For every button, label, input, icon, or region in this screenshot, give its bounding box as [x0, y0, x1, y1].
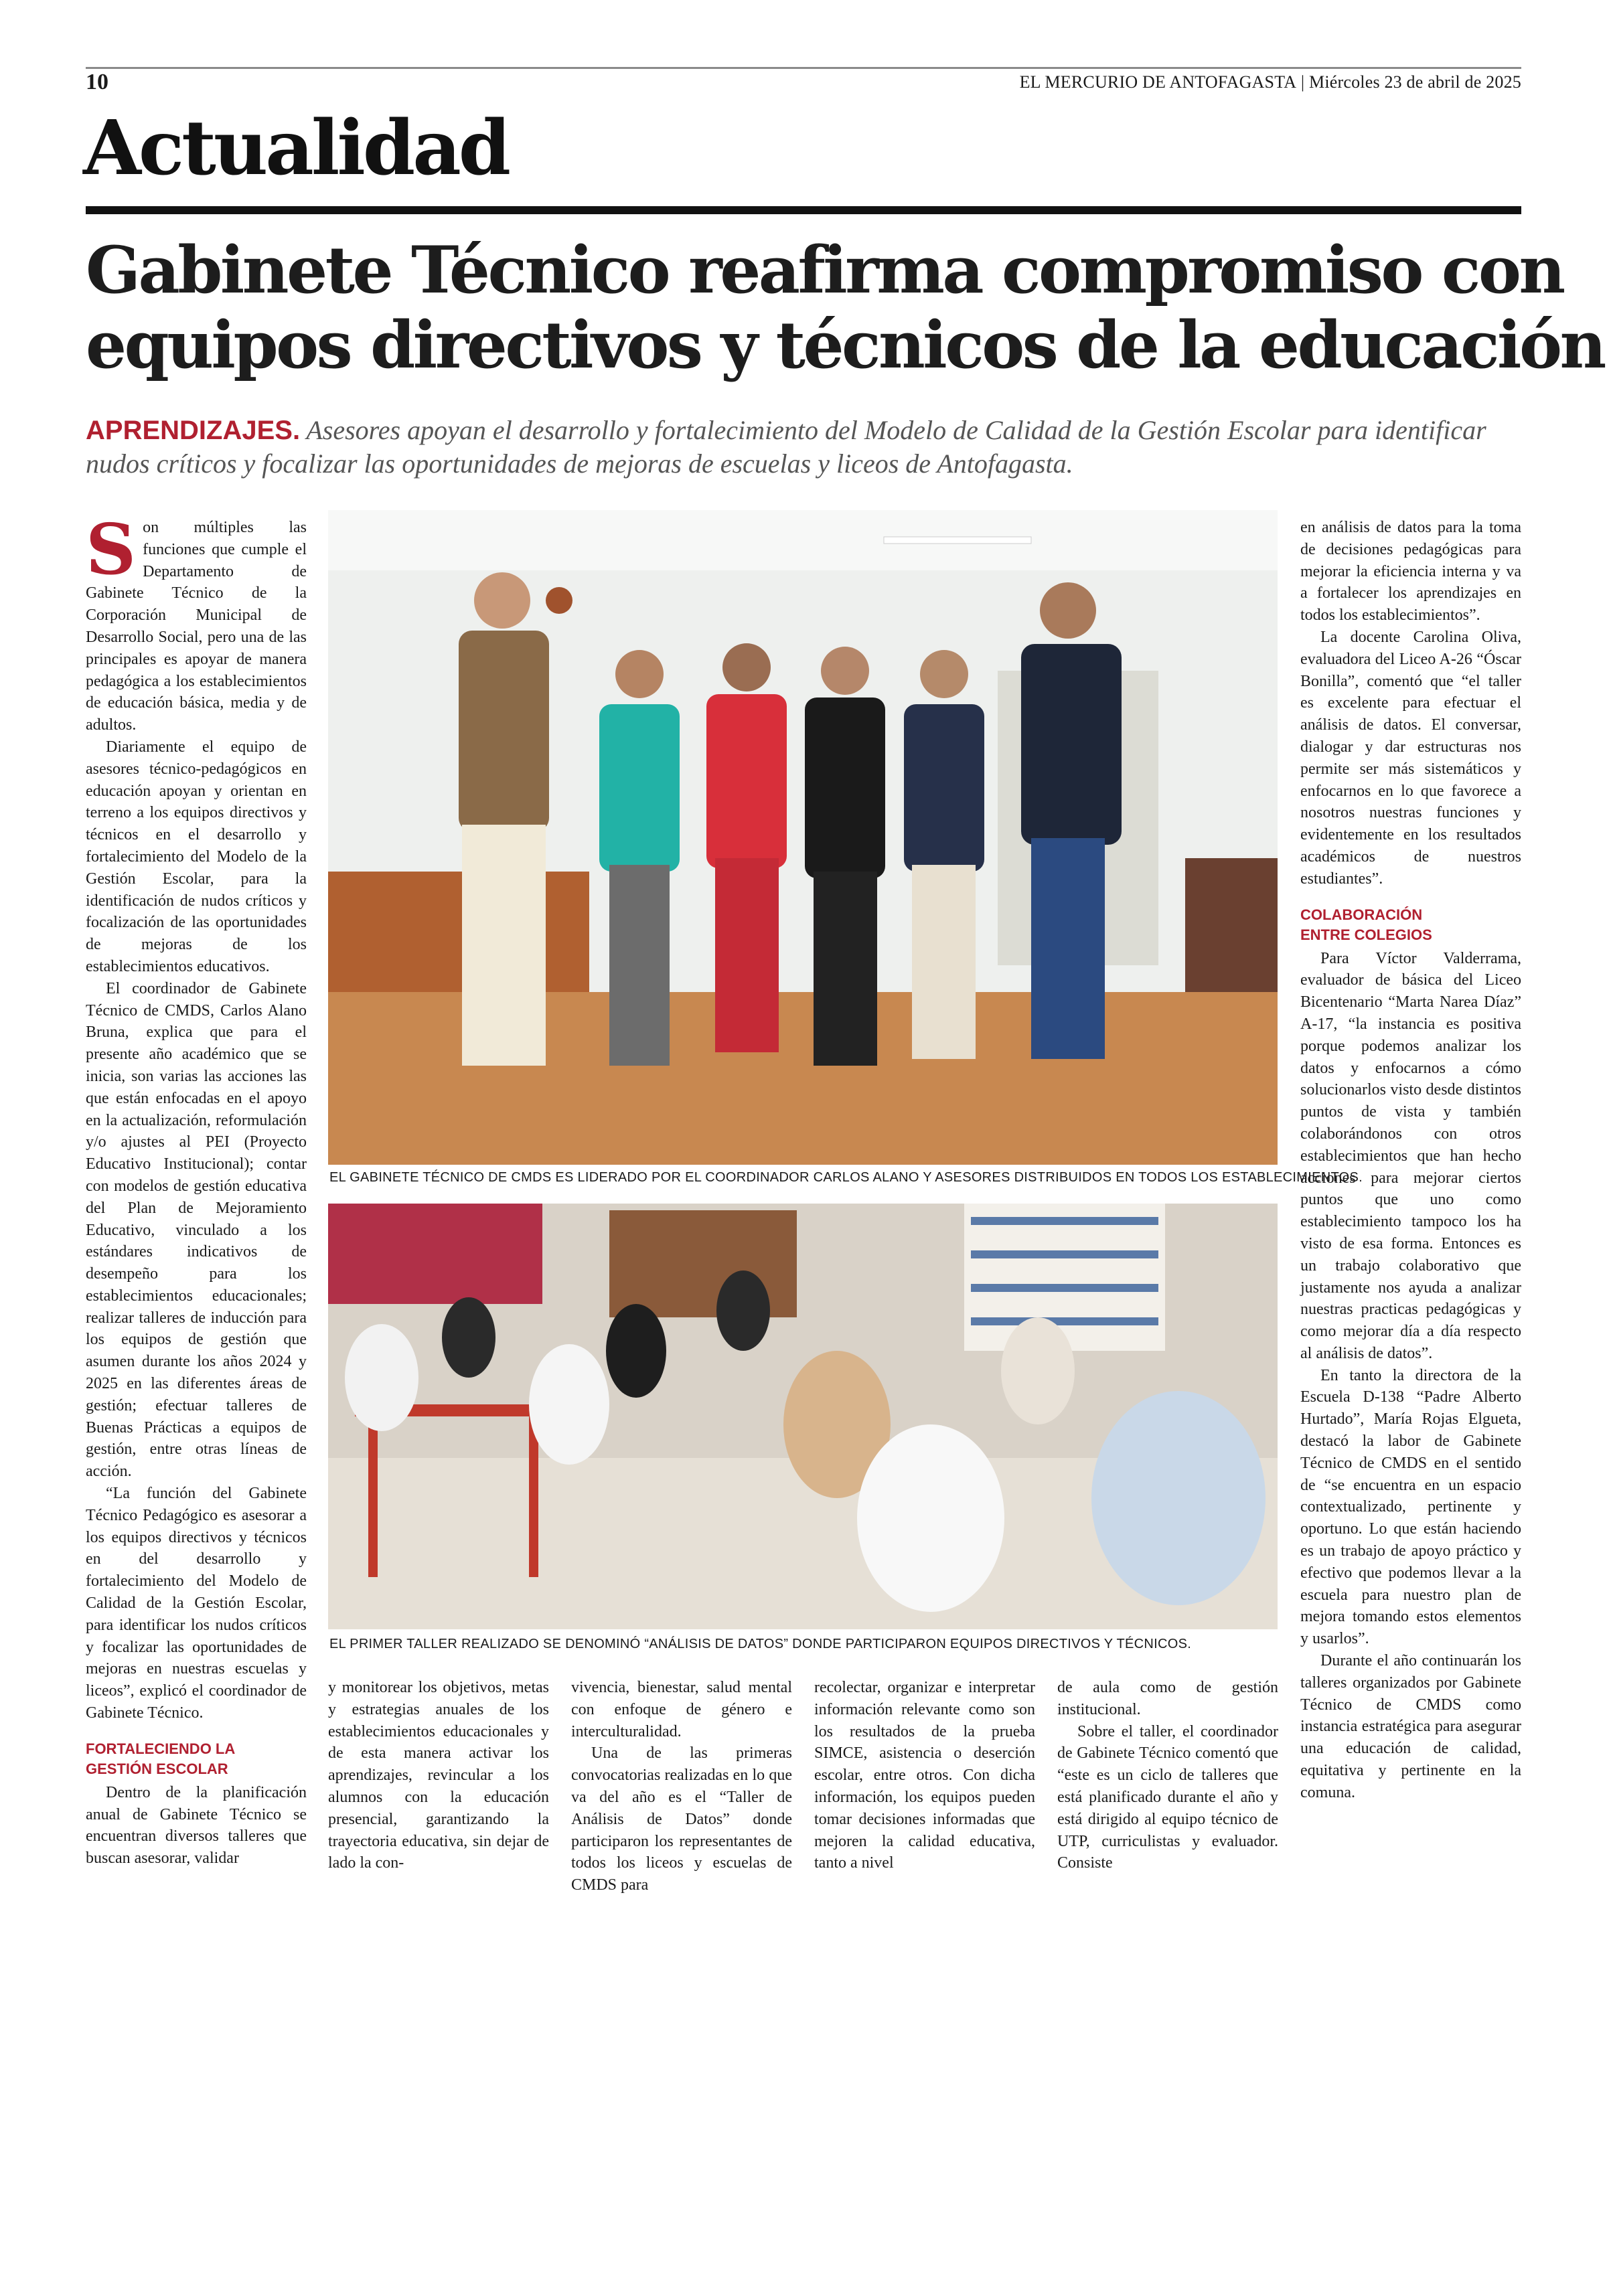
team-photo-illustration — [328, 510, 1278, 1165]
body-paragraph: La docente Carolina Oliva, evaluadora del Liceo A-26 “Óscar Bonilla”, comentó que “el taller es excelente para efectuar el análisis de datos. El conversar, dialogar y dar estructuras nos permite ser más sistemáticos y enfocarnos en lo que favorece a nosotros nuestras funciones y evidentemente en los resultados académicos de nuestros estudiantes”. — [1300, 628, 1521, 888]
lead-paragraph — [86, 508, 307, 736]
subheading-line: FORTALECIENDO LA — [86, 1740, 236, 1757]
column-1 — [86, 508, 307, 1870]
headline-line-1: Gabinete Técnico reafirma compromiso con — [86, 232, 1563, 308]
subheading-line: COLABORACIÓN — [1300, 906, 1423, 923]
column-4 — [814, 1677, 1035, 1874]
photo-workshop — [328, 1204, 1278, 1629]
headline-line-2: equipos directivos y técnicos de la educación — [86, 307, 1604, 383]
deck-line-2: nudos críticos y focalizar las oportunidades de mejoras de escuelas y liceos de Antofagasta. — [86, 448, 1073, 479]
deck-line-1 — [86, 414, 1525, 447]
body-paragraph: Una de las primeras convocatorias realizadas en lo que va del año es el “Taller de Análisis de Datos” donde participaron los representantes de todos los liceos y escuelas de CMDS para — [571, 1744, 792, 1894]
subheading-colaboracion — [1300, 905, 1521, 945]
folio-separator: | — [1300, 72, 1305, 92]
subheading-line: GESTIÓN ESCOLAR — [86, 1760, 228, 1777]
column-6 — [1300, 517, 1521, 1804]
body-paragraph: recolectar, organizar e interpretar información relevante como son los resultados de la prueba SIMCE, asistencia o deserción escolar, entre otros. Con dicha información, los equipos pueden tomar decisiones informadas que mejoren la calidad educativa, tanto a nivel — [814, 1679, 1035, 1872]
column-3 — [571, 1677, 792, 1896]
headline — [86, 232, 1604, 383]
body-paragraph: En tanto la directora de la Escuela D-138 “Padre Alberto Hurtado”, María Rojas Elgueta, destacó la labor de Gabinete Técnico de CMDS en el sentido de “se encuentra en un espacio contextualizado, pertinente y oportuno. Lo que están haciendo es un trabajo de apoyo práctico y efectivo que podemos llevar a la escuela para nuestro plan de mejora tomando estos elementos y usarlos”. — [1300, 1366, 1521, 1648]
photo-caption-top: EL GABINETE TÉCNICO DE CMDS ES LIDERADO POR EL COORDINADOR CARLOS ALANO Y ASESORES DISTRIBUIDOS EN TODOS LOS ESTABLECIMIENTOS. — [329, 1170, 1363, 1185]
body-paragraph: vivencia, bienestar, salud mental con enfoque de género e interculturalidad. — [571, 1679, 792, 1740]
folio — [1020, 72, 1521, 92]
body-paragraph: Durante el año continuarán los talleres organizados por Gabinete Técnico de CMDS como instancia estratégica para asegurar una educación de calidad, equitativa y pertinente en la comuna. — [1300, 1652, 1521, 1801]
body-paragraph: y monitorear los objetivos, metas y estrategias anuales de los establecimientos educacionales y de esta manera activar los aprendizajes, revincular a los alumnos con la educación presencial, garantizando la trayectoria educativa, sin dejar de lado la con- — [328, 1679, 549, 1872]
page-number: 10 — [86, 70, 108, 94]
photo-caption-bottom: EL PRIMER TALLER REALIZADO SE DENOMINÓ “ANÁLISIS DE DATOS” DONDE PARTICIPARON EQUIPOS DIRECTIVOS Y TÉCNICOS. — [329, 1637, 1192, 1651]
lead-text: on múltiples las funciones que cumple el Departamento de Gabinete Técnico de la Corporación Municipal de Desarrollo Social, pero una de las principales es apoyar de manera pedagógica a los establecimientos de educación básica, media y de adultos. — [86, 519, 307, 734]
photo-team — [328, 510, 1278, 1165]
body-paragraph: en análisis de datos para la toma de decisiones pedagógicas para mejorar la eficiencia interna y va a fortalecer los aprendizajes en todos los establecimientos”. — [1300, 519, 1521, 625]
drop-cap: S — [86, 508, 137, 590]
subheading-line: ENTRE COLEGIOS — [1300, 926, 1432, 943]
top-rule — [86, 67, 1521, 69]
workshop-photo-illustration — [328, 1204, 1278, 1629]
body-paragraph: “La función del Gabinete Técnico Pedagógico es asesorar a los equipos directivos y técnicos en del desarrollo y fortalecimiento del Modelo de Calidad de la Gestión Escolar, para identificar los nudos críticos y focalizar las oportunidades de mejoras en nuestras escuelas y liceos”, explicó el coordinador de Gabinete Técnico. — [86, 1485, 307, 1722]
body-paragraph: Dentro de la planificación anual de Gabinete Técnico se encuentran diversos talleres que buscan asesorar, validar — [86, 1783, 307, 1868]
column-2 — [328, 1677, 549, 1874]
body-paragraph: El coordinador de Gabinete Técnico de CMDS, Carlos Alano Bruna, explica que para el presente año académico que se inicia, son varias las acciones las que están enfocadas en el apoyo en la actualización, reformulación y/o ajustes al PEI (Proyecto Educativo Institucional); contar con modelos de gestión educativa del Plan de Mejoramiento Educativo, vinculado a los estándares indicativos de desempeño para los establecimientos educacionales; realizar talleres de inducción para los equipos de gestión que asumen durante los años 2024 y 2025 en las diferentes áreas de gestión; efectuar talleres de Buenas Prácticas a equipos de gestión, entre otras líneas de acción. — [86, 979, 307, 1481]
publication-date: Miércoles 23 de abril de 2025 — [1309, 72, 1521, 92]
body-paragraph: Sobre el taller, el coordinador de Gabinete Técnico comentó que “este es un ciclo de talleres que está planificado durante el año y está dirigido al equipo técnico de UTP, curriculistas y evaluador. Consiste — [1057, 1722, 1278, 1872]
deck-label: APRENDIZAJES. — [86, 416, 301, 445]
body-paragraph: Diariamente el equipo de asesores técnico-pedagógicos en educación apoyan y orientan en terreno a los equipos directivos y técnicos en el desarrollo y fortalecimiento del Modelo de la Gestión Escolar, para la identificación de nudos críticos y focalización de las oportunidades de mejoras de los establecimientos educativos. — [86, 738, 307, 975]
subheading-fortaleciendo — [86, 1739, 307, 1779]
publication-name: EL MERCURIO DE ANTOFAGASTA — [1019, 72, 1297, 92]
body-paragraph: Para Víctor Valderrama, evaluador de básica del Liceo Bicentenario “Marta Narea Díaz” A-17, “la instancia es positiva porque podemos analizar los datos y enfocarnos a cómo solucionarlos visto desde distintos puntos de vista y también colaborándonos con otros establecimientos que han hecho acciones para mejorar ciertos puntos que uno como establecimiento tampoco los ha visto de esa forma. Entonces es un trabajo colaborativo que justamente nos ayuda a analizar nuestras practicas pedagógicas y como mejorar día a día respecto al análisis de datos”. — [1300, 949, 1521, 1362]
deck — [86, 414, 1525, 481]
section-rule — [86, 206, 1521, 214]
deck-text-1: Asesores apoyan el desarrollo y fortalecimiento del Modelo de Calidad de la Gestión Escolar para identificar — [306, 415, 1486, 445]
column-5 — [1057, 1677, 1278, 1874]
section-title: Actualidad — [83, 104, 509, 192]
body-paragraph: de aula como de gestión institucional. — [1057, 1679, 1278, 1718]
